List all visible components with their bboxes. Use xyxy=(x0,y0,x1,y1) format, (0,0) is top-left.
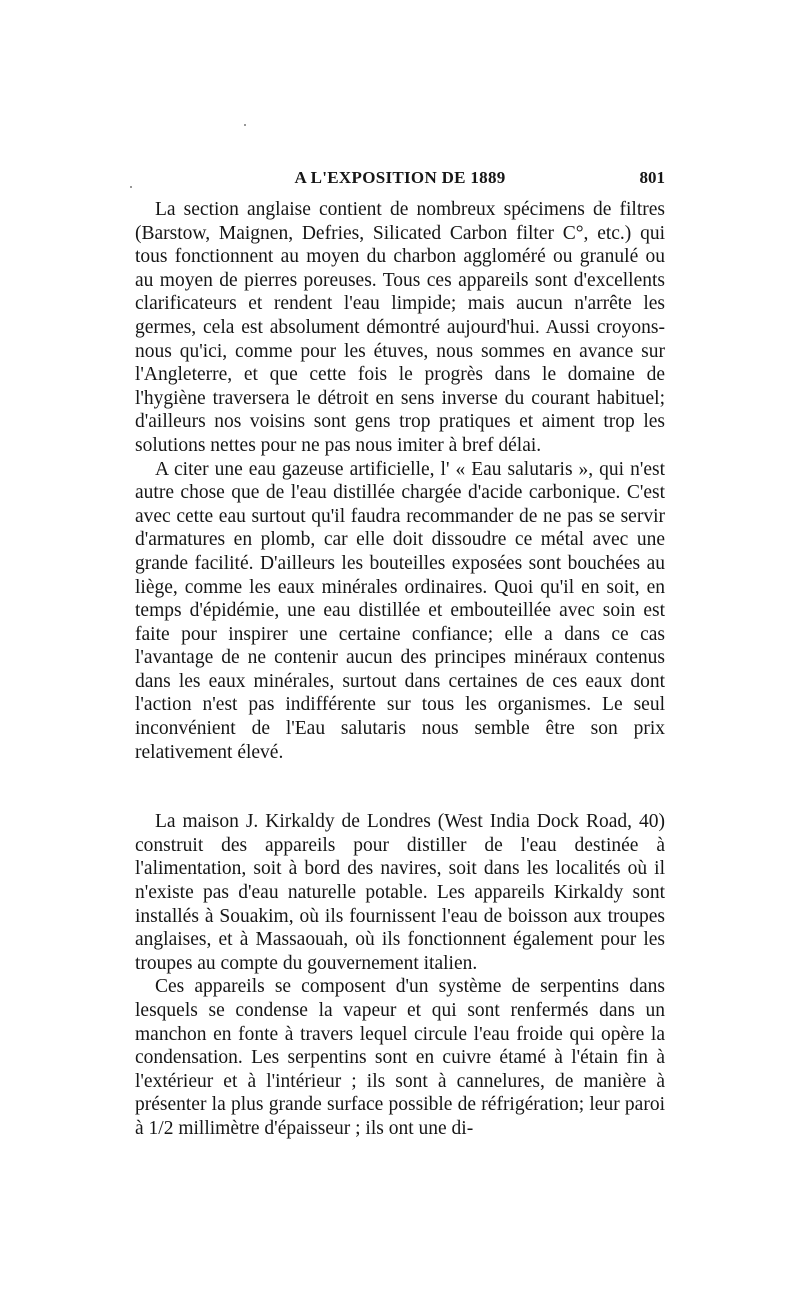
running-head: A L'EXPOSITION DE 1889 xyxy=(294,168,506,187)
paragraph-serpentins: Ces appareils se composent d'un système de serpentins dans lesquels se condense la vapeur et qui sont renfermés dans un manchon en fonte à travers lequel circule l'eau froide qui opère la condensation. Les serpentins sont en cuivre étamé à l'étain fin à l'extérieur et à l'intérieur ; ils sont à cannelures, de manière à présenter la plus grande surface possible de réfrigération; leur paroi à 1/2 millimètre d'épaisseur ; ils ont une di- xyxy=(135,976,665,1139)
paragraph-eau-salutaris: A citer une eau gazeuse artificielle, l' « Eau salutaris », qui n'est autre chose que de l'eau distillée chargée d'acide carbonique. C'est avec cette eau surtout qu'il faudra recommander de ne pas se servir d'armatures en plomb, car elle doit dissoudre ce métal avec une grande facilité. D'ailleurs les bouteilles exposées sont bouchées au liège, comme les eaux minérales ordinaires. Quoi qu'il en soit, en temps d'épidémie, une eau distillée et embouteillée avec soin est faite pour inspirer une certaine confiance; elle a dans ce cas l'avantage de ne contenir aucun des principes minéraux contenus dans les eaux minérales, surtout dans certaines de ces eaux dont l'action n'est pas indifférente sur tous les organismes. Le seul inconvénient de l'Eau salutaris nous semble être son prix relativement élevé. xyxy=(135,458,665,763)
page-number: 801 xyxy=(639,168,665,187)
paragraph-filters: La section anglaise contient de nombreux spécimens de filtres (Barstow, Maignen, Defries, Silicated Carbon filter C°, etc.) qui tous fonctionnent au moyen du charbon aggloméré ou granulé ou au moyen de pierres poreuses. Tous ces appareils sont d'excellents clarificateurs et rendent l'eau limpide; mais aucun n'arrête les germes, cela est absolument démontré aujourd'hui. Aussi croyons-nous qu'ici, comme pour les étuves, nous sommes en avance sur l'Angleterre, et que cette fois le progrès dans le domaine de l'hygiène traversera le détroit en sens inverse du courant habituel; d'ailleurs nos voisins sont gens trop pratiques et aiment trop les solutions nettes pour ne pas nous imiter à bref délai. xyxy=(135,199,665,456)
stray-ink-dot xyxy=(130,186,132,188)
body-text xyxy=(135,198,665,1141)
page-header xyxy=(135,168,665,194)
stray-ink-dot xyxy=(244,124,246,126)
paragraph-kirkaldy: La maison J. Kirkaldy de Londres (West India Dock Road, 40) construit des appareils pour distiller de l'eau destinée à l'alimentation, soit à bord des navires, soit dans les localités où il n'existe pas d'eau naturelle potable. Les appareils Kirkaldy sont installés à Souakim, où ils fournissent l'eau de boisson aux troupes anglaises, et à Massaouah, où ils fonctionnent également pour les troupes au compte du gouvernement italien. xyxy=(135,811,665,974)
